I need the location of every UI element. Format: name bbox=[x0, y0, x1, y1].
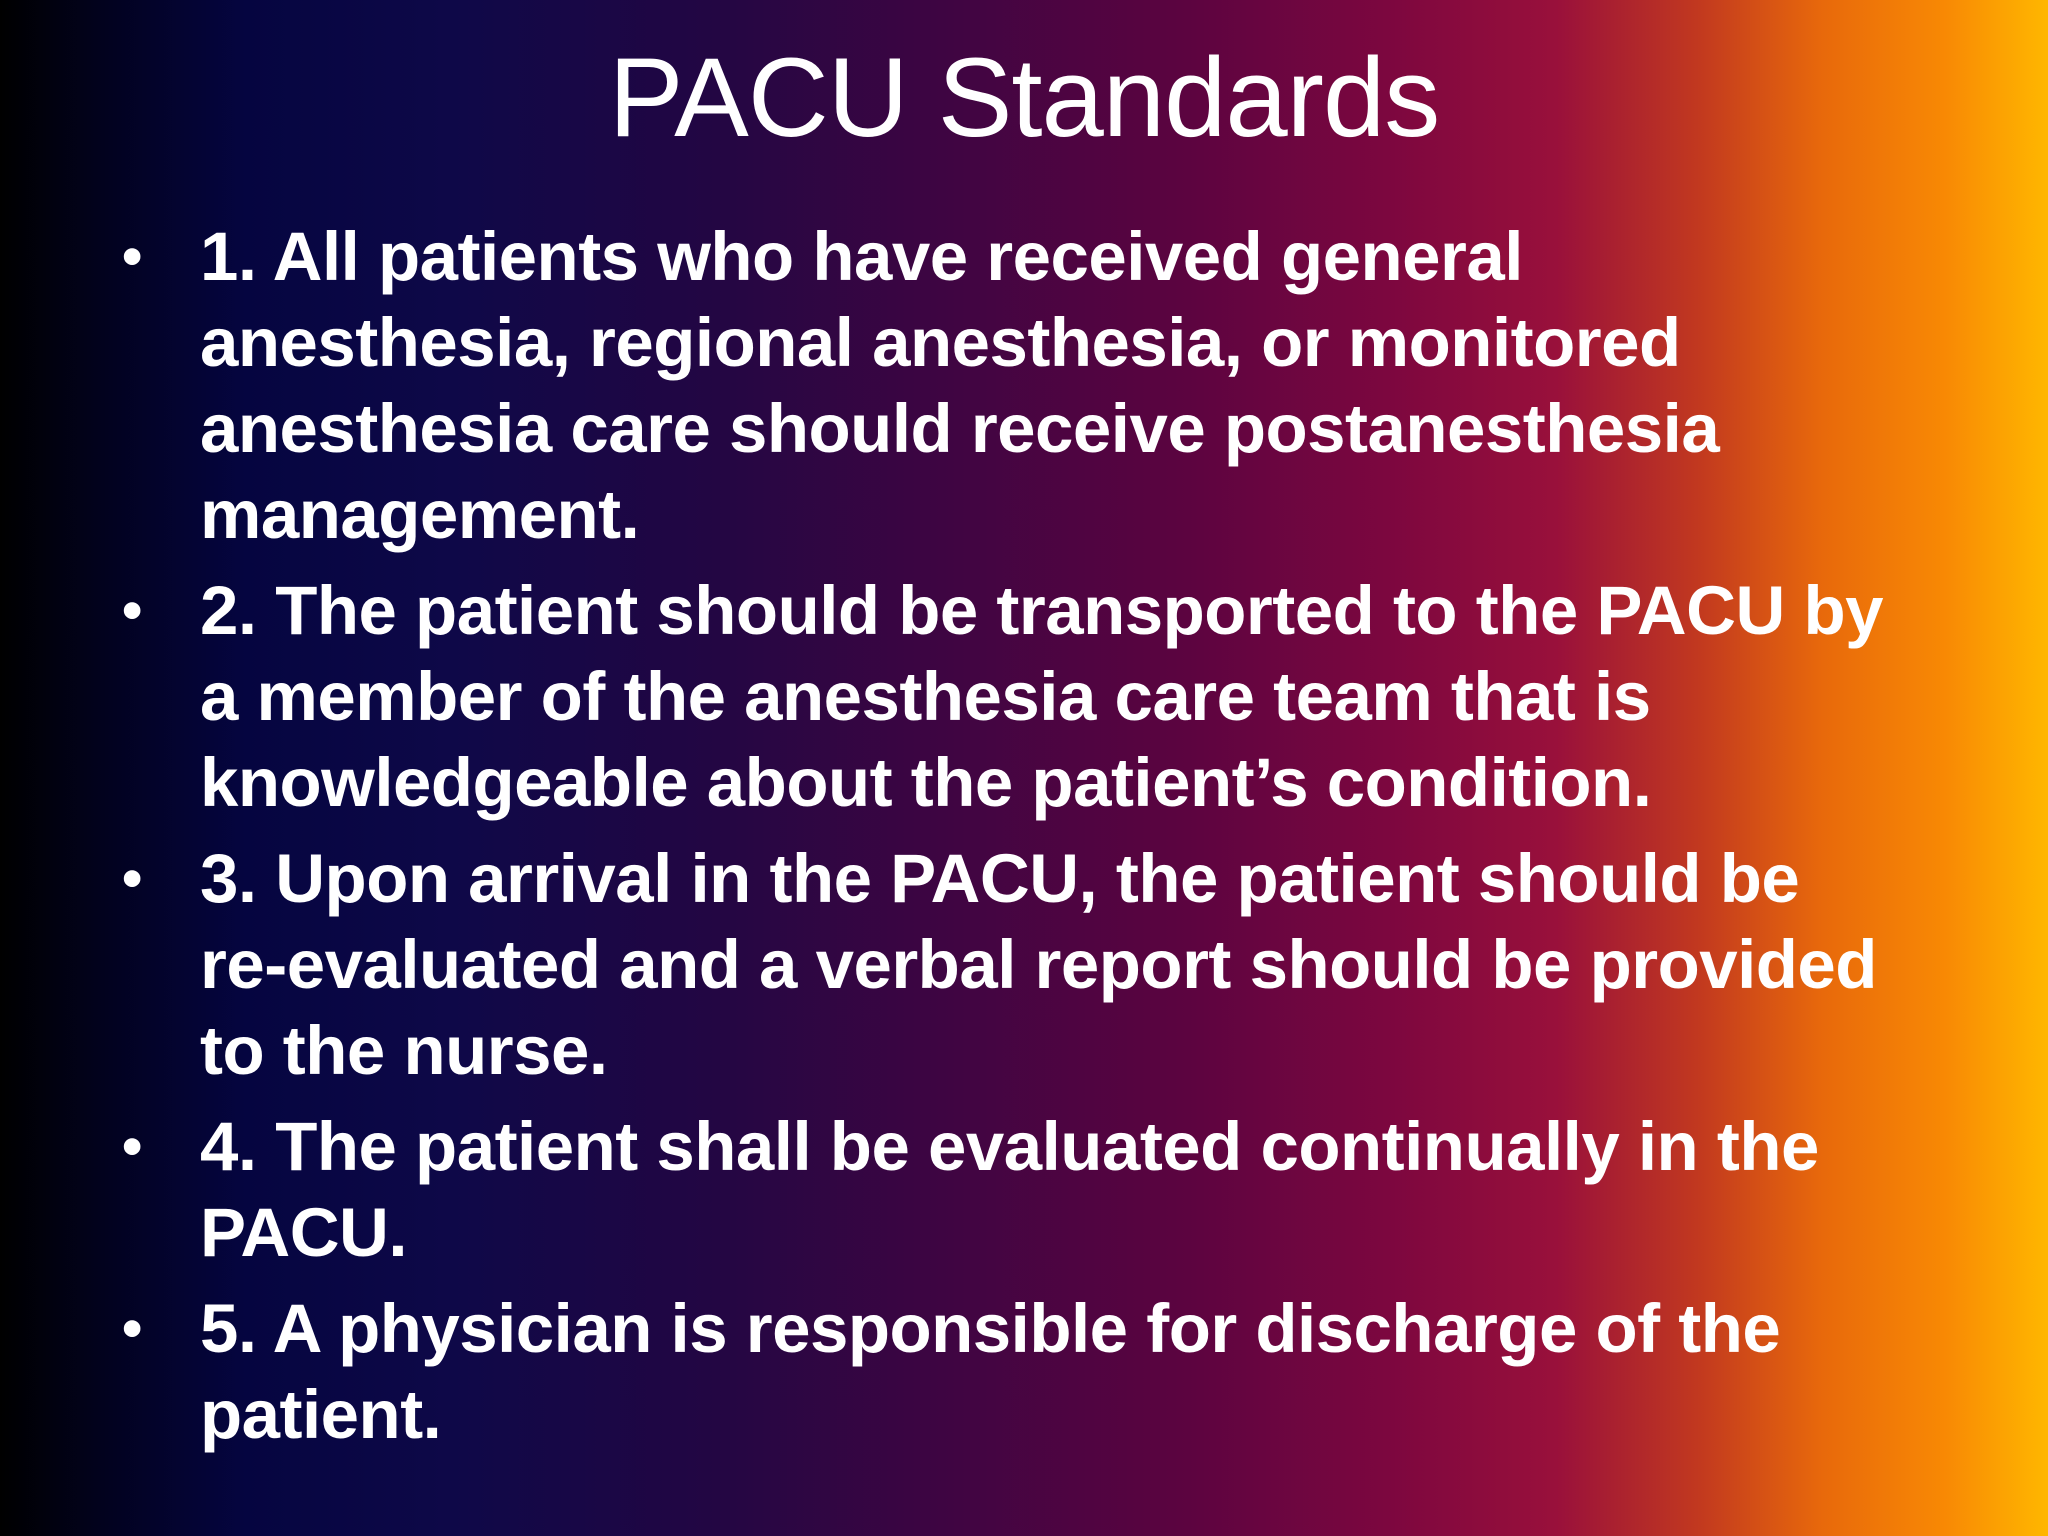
bullet-text: 4. The patient shall be evaluated continually in the PACU. bbox=[200, 1108, 1819, 1271]
bullet-item bbox=[0, 1286, 1890, 1458]
bullet-icon: • bbox=[122, 578, 142, 643]
bullet-item bbox=[0, 568, 1890, 826]
bullet-text: 5. A physician is responsible for discharge of the patient. bbox=[200, 1290, 1781, 1453]
bullet-item bbox=[0, 214, 1890, 558]
bullet-icon: • bbox=[122, 1114, 142, 1179]
bullet-icon: • bbox=[122, 1296, 142, 1361]
bullet-icon: • bbox=[122, 224, 142, 289]
slide-title: PACU Standards bbox=[608, 35, 1440, 160]
bullet-icon: • bbox=[122, 846, 142, 911]
bullet-list bbox=[0, 214, 2048, 1468]
bullet-text: 1. All patients who have received general anesthesia, regional anesthesia, or monitored anesthesia care should receive postanesthesia management. bbox=[200, 218, 1720, 553]
bullet-item bbox=[0, 1104, 1890, 1276]
bullet-text: 2. The patient should be transported to the PACU by a member of the anesthesia care team that is knowledgeable about the patient’s condition. bbox=[200, 572, 1883, 821]
bullet-text: 3. Upon arrival in the PACU, the patient should be re-evaluated and a verbal report should be provided to the nurse. bbox=[200, 840, 1877, 1089]
bullet-item bbox=[0, 836, 1890, 1094]
